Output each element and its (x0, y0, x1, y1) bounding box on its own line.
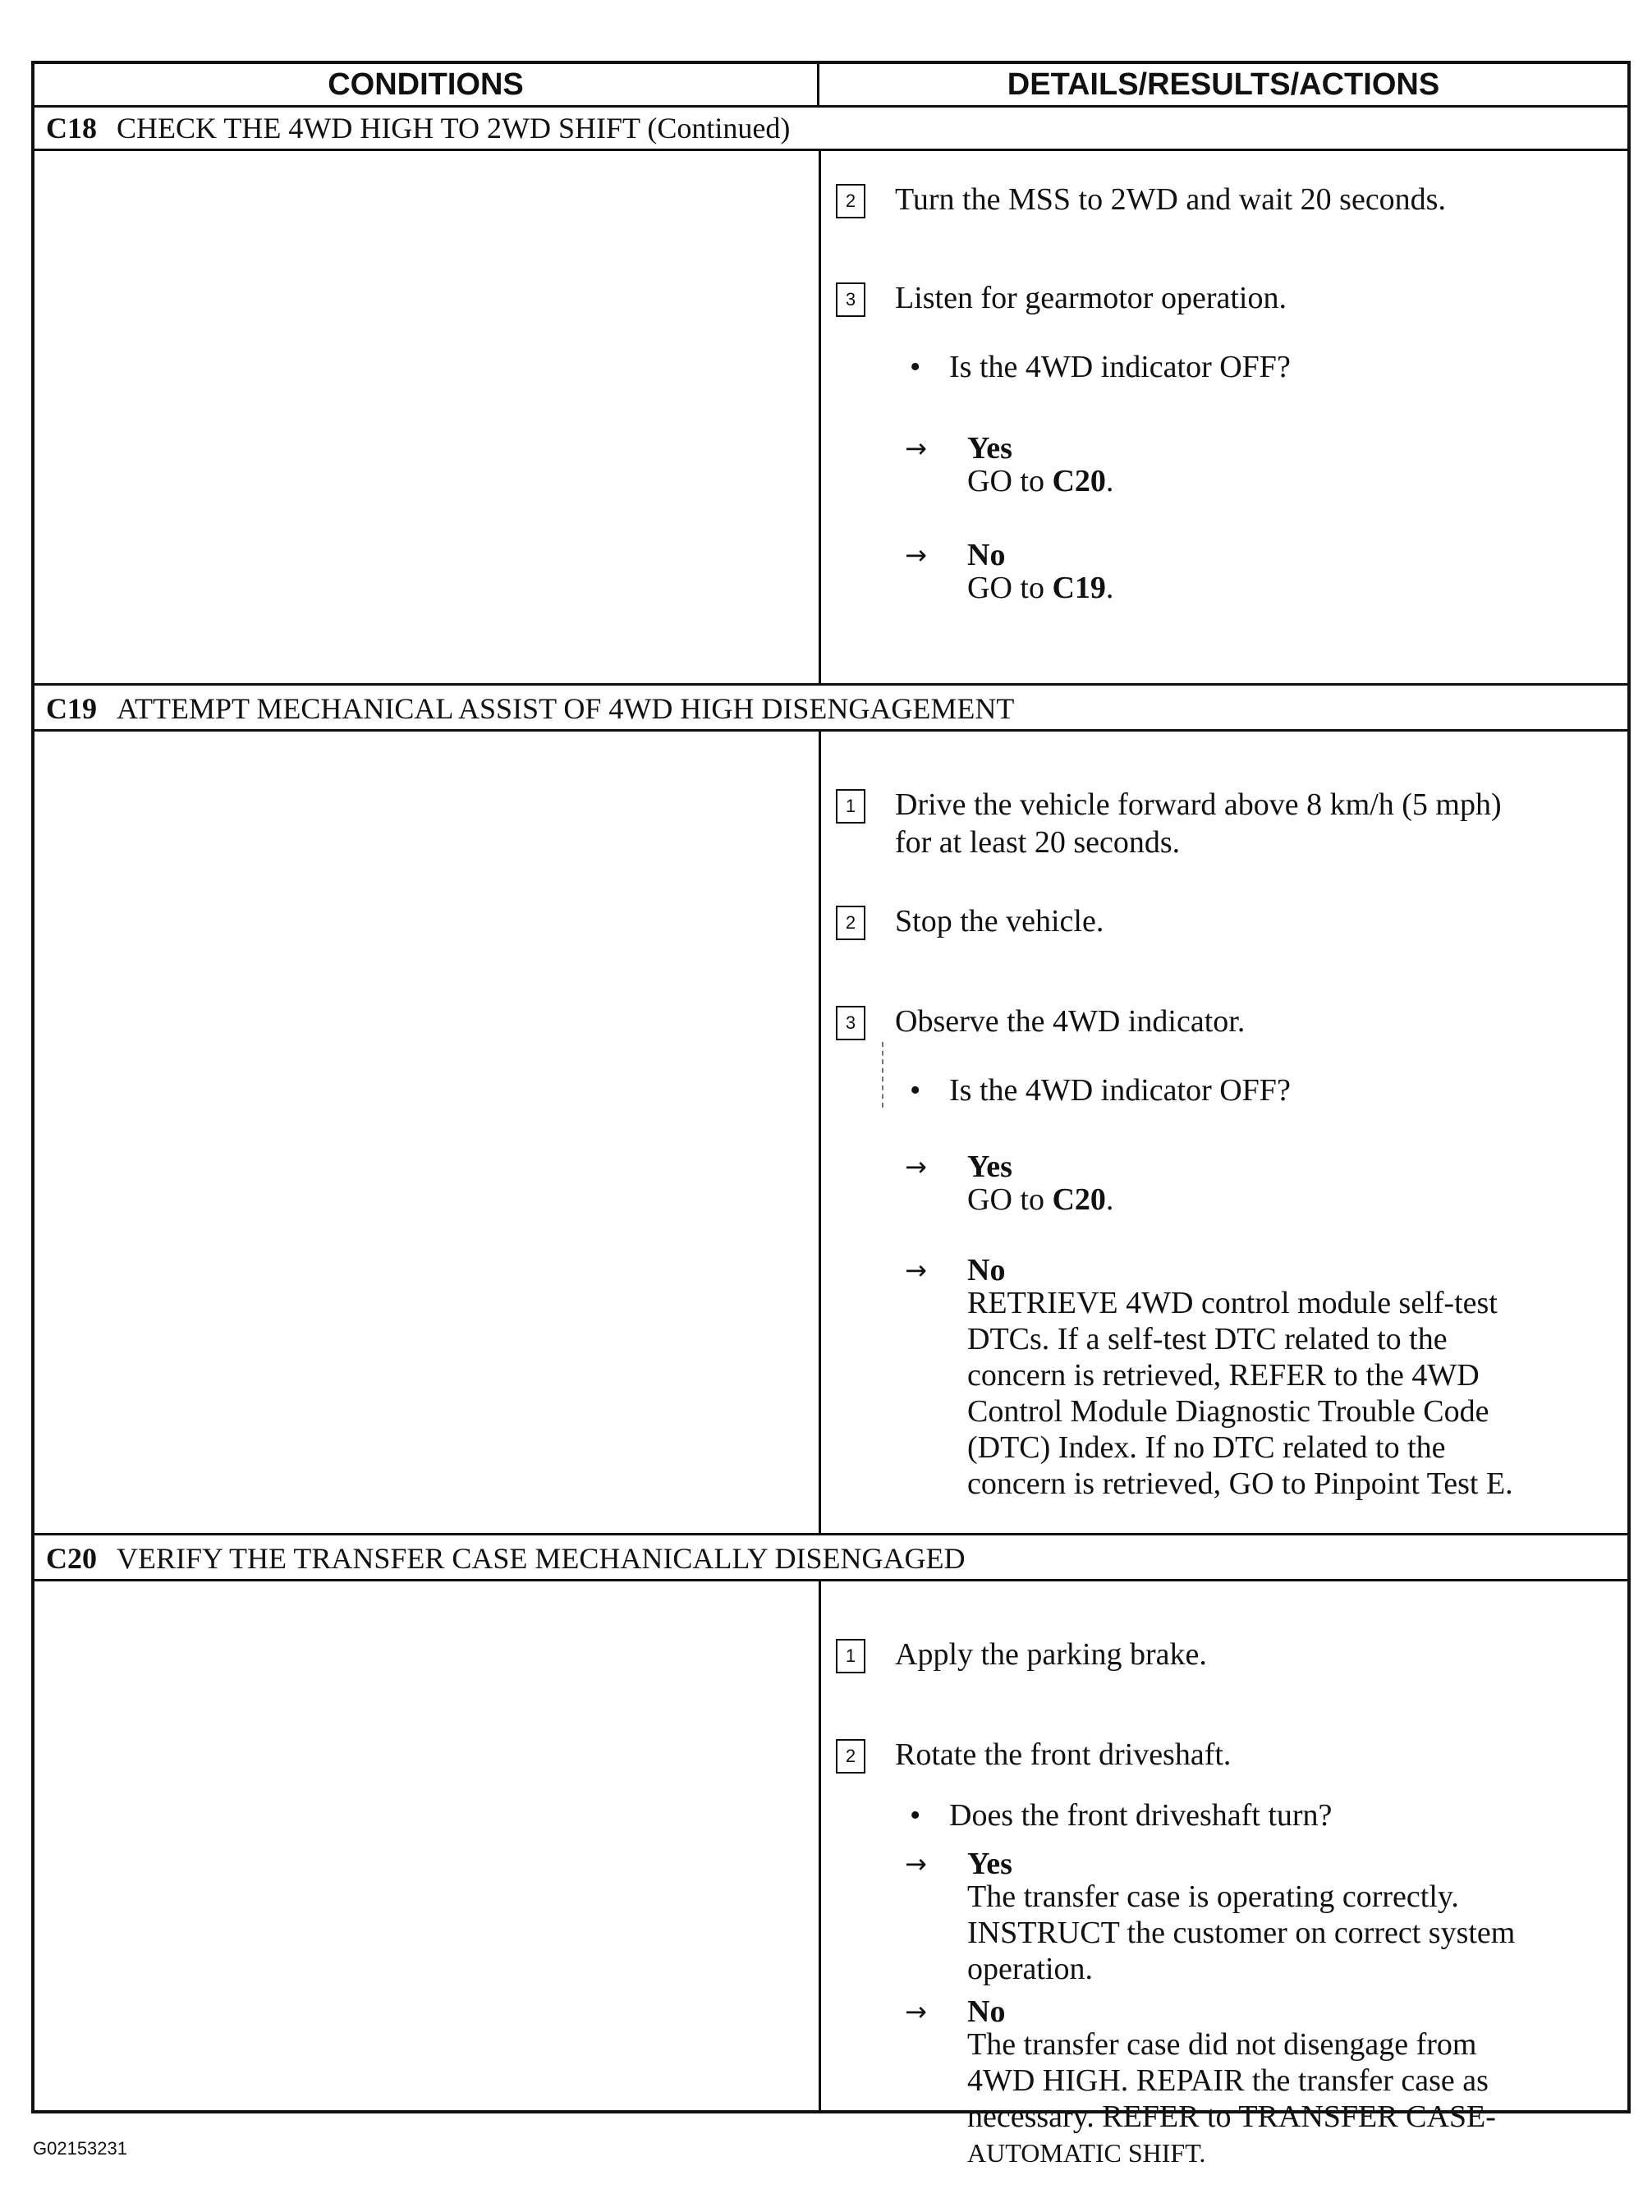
step-text: Listen for gearmotor operation. (895, 281, 1287, 315)
step-number-box: 2 (836, 906, 865, 940)
arrow-right-icon: → (905, 1151, 927, 1182)
column-divider (819, 732, 821, 1533)
step-text: Drive the vehicle forward above 8 km/h (5 mph) for at least 20 seconds. (895, 787, 1502, 860)
step-number-box: 3 (836, 1006, 865, 1040)
answer-label: Yes (967, 1847, 1012, 1881)
answer-label: No (967, 1253, 1006, 1287)
section-title (34, 686, 1627, 732)
answer-description: GO to C20. (967, 464, 1114, 498)
answer-label: Yes (967, 431, 1012, 466)
step-number-box: 2 (836, 184, 865, 218)
dashed-guide (882, 1042, 883, 1108)
bullet-icon: • (910, 1073, 921, 1108)
section-body (34, 732, 1627, 1533)
section-title (34, 1535, 1627, 1581)
arrow-right-icon: → (905, 433, 927, 464)
arrow-right-icon: → (905, 1996, 927, 2027)
step-number-box: 3 (836, 282, 865, 317)
table-header (34, 64, 1627, 108)
answer-description: GO to C19. (967, 571, 1114, 605)
step-text: Stop the vehicle. (895, 904, 1104, 938)
question-text: Is the 4WD indicator OFF? (949, 1073, 1291, 1108)
column-divider (819, 151, 821, 683)
step-number-box: 2 (836, 1739, 865, 1774)
answer-description: The transfer case did not disengage from 4WD HIGH. REPAIR the transfer case as necessary. REFER to TRANSFER CASE- AUTOMATIC SHIFT. (967, 2027, 1496, 2168)
answer-label: No (967, 1994, 1006, 2029)
answer-description: RETRIEVE 4WD control module self-test DTCs. If a self-test DTC related to the concern is retrieved, REFER to the 4WD Control Module Diagnostic Trouble Code (DTC) Index. If no DTC related to the concern is retrieved, GO to Pinpoint Test E. (967, 1286, 1513, 1501)
question-text: Does the front driveshaft turn? (949, 1798, 1333, 1833)
arrow-right-icon: → (905, 1848, 927, 1879)
section-code: C20 (46, 1542, 97, 1575)
section-code: C18 (46, 112, 97, 145)
details-header: DETAILS/RESULTS/ACTIONS (1007, 67, 1440, 102)
bullet-icon: • (910, 350, 921, 384)
section-title (34, 105, 1627, 151)
step-number-box: 1 (836, 1639, 865, 1673)
bullet-icon: • (910, 1798, 921, 1833)
section-body (34, 151, 1627, 683)
section-title-text: CHECK THE 4WD HIGH TO 2WD SHIFT (Continued) (117, 112, 791, 145)
answer-label: Yes (967, 1150, 1012, 1184)
section-c18 (34, 105, 1627, 683)
answer-description: The transfer case is operating correctly. INSTRUCT the customer on correct system operation. (967, 1879, 1516, 1986)
step-text: Rotate the front driveshaft. (895, 1737, 1232, 1772)
arrow-right-icon: → (905, 539, 927, 571)
column-divider (819, 1581, 821, 2113)
step-text: Observe the 4WD indicator. (895, 1004, 1246, 1039)
figure-id: G02153231 (33, 2138, 127, 2159)
step-number-box: 1 (836, 789, 865, 824)
answer-description: GO to C20. (967, 1182, 1114, 1217)
answer-label: No (967, 538, 1006, 572)
conditions-header: CONDITIONS (34, 64, 819, 105)
section-c19 (34, 686, 1627, 1533)
section-code: C19 (46, 692, 97, 725)
section-title-text: ATTEMPT MECHANICAL ASSIST OF 4WD HIGH DISENGAGEMENT (117, 692, 1015, 725)
step-text: Turn the MSS to 2WD and wait 20 seconds. (895, 182, 1446, 217)
step-text: Apply the parking brake. (895, 1637, 1207, 1672)
section-title-text: VERIFY THE TRANSFER CASE MECHANICALLY DISENGAGED (117, 1542, 966, 1575)
arrow-right-icon: → (905, 1255, 927, 1286)
question-text: Is the 4WD indicator OFF? (949, 350, 1291, 384)
